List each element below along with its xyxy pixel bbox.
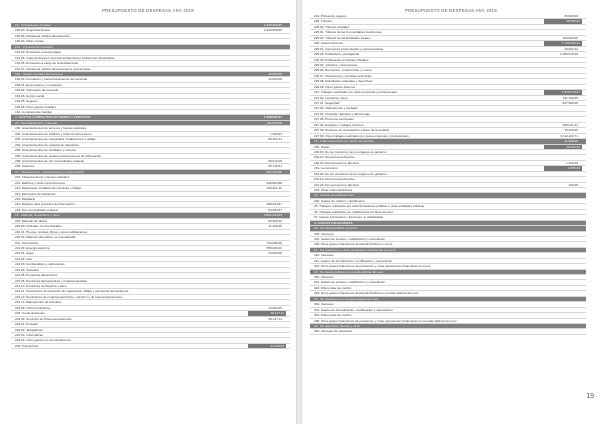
budget-row bbox=[310, 329, 586, 334]
budget-row-amount: 12.500,00 bbox=[544, 19, 582, 23]
budget-row-label: 227.01. Seguridad bbox=[314, 101, 340, 105]
budget-row-label: 22 · Material, suministros y otros bbox=[15, 213, 60, 218]
budget-row-label: 221.11. Suministros de repuestos de maquinaria, utillaje y elementos de transporte bbox=[15, 289, 129, 294]
budget-row-label: 203. Arrendamientos de maquinaria, instalaciones y utillaje bbox=[15, 137, 96, 142]
budget-row-amount: 12.069,95 bbox=[268, 305, 282, 310]
budget-row-label: 205. Arrendamientos de mobiliario y enseres bbox=[15, 148, 77, 153]
budget-row-label: 206. Arrendamientos de equipos para procesos de información bbox=[15, 153, 102, 158]
budget-row-label: 221.06. Productos farmacéuticos y material sanitario bbox=[15, 278, 88, 283]
page-title: PRESUPUESTO DE DESPESAS ANY 2019 bbox=[102, 8, 194, 13]
budget-row-label: 226.07. Oposiciones y pruebas selectivas bbox=[314, 73, 372, 78]
budget-row-amount: 1.399,94 bbox=[269, 131, 282, 136]
budget-row-label: 3. GASTOS FINANCIEROS bbox=[314, 220, 353, 225]
budget-row-label: 227.06. Estudios y trabajos técnicos bbox=[314, 122, 364, 127]
budget-row-amount: 2.349.969,55 bbox=[263, 28, 282, 33]
budget-row-label: 300. Intereses bbox=[314, 231, 334, 236]
budget-row-label: 30 · De deuda pública en euros bbox=[314, 226, 358, 231]
budget-row-amount: 45.147,11 bbox=[248, 311, 286, 315]
budget-row-label: 162.09. Otros gastos sociales bbox=[15, 104, 56, 109]
budget-row-label: 162 · Gastos sociales del personal bbox=[15, 71, 63, 76]
budget-row-label: 221.99. Otros suministros bbox=[15, 305, 51, 310]
budget-row-label: 331. Gastos de formalización, modificación y cancelación bbox=[314, 307, 393, 312]
budget-row-label: 226.08. Actividades culturales y deportivas bbox=[314, 79, 373, 84]
budget-row-label: 160.08. Asistencia médico-farmacéutica bbox=[15, 33, 70, 38]
budget-row-label: 226. Gastos diversos bbox=[314, 41, 344, 46]
budget-row-label: 222.03. Informáticas bbox=[15, 332, 44, 337]
budget-row-label: 226.03. Publicación en Diarios Oficiales bbox=[314, 57, 369, 62]
budget-row-label: 220.00. Ordinario no inventariable bbox=[15, 224, 62, 229]
budget-row-amount: 1.686.512,00 bbox=[559, 52, 578, 57]
budget-row-label: 220.02. Material informático no inventariable bbox=[15, 235, 76, 240]
budget-row-label: 221.01. Agua bbox=[15, 251, 34, 256]
left-page bbox=[0, 0, 296, 424]
budget-row-label: 319. Otros gastos financieros de préstamos y otras operaciones financieras en euros bbox=[314, 264, 431, 269]
budget-row-label: 310. Intereses bbox=[314, 253, 334, 258]
right-page bbox=[302, 0, 600, 424]
budget-row-amount: 1.326,25 bbox=[565, 160, 578, 165]
budget-row-label: 329. Otros gastos financieros de Deuda Pública en moneda distinta del euro bbox=[314, 291, 419, 296]
budget-row-label: 301. Gastos de emisión, modificación y cancelación bbox=[314, 236, 386, 241]
budget-row-label: 161.07. Asistencia médico-farmacéutica a pensionistas bbox=[15, 66, 91, 71]
budget-row-label: 339. Otros gastos financieros de préstamos y otras operaciones financieras en moneda distinta del euro bbox=[314, 318, 457, 323]
budget-row-amount: 23.000,00 bbox=[268, 251, 282, 256]
budget-row-label: 216. Equipos para procesos de información bbox=[15, 202, 75, 207]
budget-row-label: 230. Dietas bbox=[314, 144, 330, 149]
budget-row-label: 23 · Indemnizaciones por razón del servicio bbox=[314, 139, 374, 144]
budget-row-label: 226.06. Reuniones, conferencias y cursos bbox=[314, 68, 372, 73]
budget-row-amount: 10.426,21 bbox=[544, 145, 582, 149]
budget-row-label: 221. Suministros bbox=[15, 240, 39, 245]
budget-row-amount: 31.190,00 bbox=[268, 224, 282, 229]
budget-row-amount: 837.500,00 bbox=[562, 101, 578, 105]
budget-row-amount: 45.147,11 bbox=[268, 316, 282, 321]
budget-row-label: 160.09. Otras cuotas bbox=[15, 39, 44, 44]
budget-row-label: 226.04. Jurídicos, contenciosos bbox=[314, 62, 358, 67]
budget-row-label: 214. Elementos de transporte bbox=[15, 191, 56, 196]
budget-row-label: 231.20. Del personal no directivo bbox=[314, 182, 360, 187]
budget-row-label: 230.00. De los miembros de los órganos de gobierno bbox=[314, 149, 387, 154]
budget-row-label: 221.02. Gas bbox=[15, 256, 32, 261]
budget-row-amount: 14.148,99 bbox=[248, 344, 286, 348]
budget-row-label: 223. Transportes bbox=[15, 343, 39, 348]
budget-row-label: 322. Diferencias de cambio bbox=[314, 285, 352, 290]
budget-row-label: 225. Tributos bbox=[314, 19, 332, 24]
budget-row-label: 240. Gastos de edición y distribución bbox=[314, 198, 365, 203]
budget-row-label: 200. Arrendamientos de terrenos y bienes naturales bbox=[15, 126, 87, 131]
budget-row-label: 222.00. Servicios de Telecomunicaciones bbox=[15, 316, 72, 321]
budget-table bbox=[11, 23, 290, 349]
budget-row-label: 309. Otros gastos financieros de Deuda Pública en euros bbox=[314, 242, 393, 247]
budget-row-label: 225.00. Tributos estatales bbox=[314, 24, 350, 29]
budget-row-amount: 388.533,87 bbox=[266, 202, 282, 207]
budget-row-label: 33 · De préstamos en moneda distinta del euro bbox=[314, 296, 379, 301]
budget-row-label: 219. Otro inmovilizado material bbox=[15, 207, 58, 212]
page-number: 19 bbox=[586, 393, 594, 400]
budget-row-label: 204. Arrendamientos de material de transporte bbox=[15, 142, 79, 147]
budget-row-amount: 109.921,10 bbox=[266, 186, 282, 191]
budget-row-label: 231.10. Del personal directivo bbox=[314, 177, 355, 182]
budget-row-amount: 20.092,42 bbox=[564, 46, 578, 51]
budget-row-amount: 25.720,51 bbox=[268, 164, 282, 169]
budget-row-amount: 1.676.513,07 bbox=[544, 90, 582, 94]
budget-row-label: 25. Trabajos realizados por administraciones públicas y otras entidades públicas bbox=[314, 204, 425, 209]
budget-row-amount: 111.863,55 bbox=[266, 120, 282, 125]
budget-row-amount: 411.196,35 bbox=[562, 95, 578, 100]
budget-row-label: 221.04. Vestuario bbox=[15, 267, 40, 272]
budget-row-label: 161.03. Pensiones excepcionales bbox=[15, 50, 62, 55]
budget-row-amount: 359.231,41 bbox=[562, 122, 578, 127]
budget-row-label: 227.99. Otros trabajos realizados por otras empresas y profesionales bbox=[314, 133, 409, 138]
budget-row-label: 20 · Arrendamientos y cánones bbox=[15, 120, 58, 125]
budget-row-amount: 15.420,00 bbox=[564, 128, 578, 133]
budget-row-amount: 4.821.224,54 bbox=[263, 213, 282, 218]
budget-row-amount: 794.068,90 bbox=[266, 240, 282, 245]
budget-row-label: 233. Otras indemnizaciones bbox=[314, 188, 353, 192]
budget-row-label: 161.05. Pensiones a cargo de la Entidad local bbox=[15, 61, 78, 66]
budget-row-label: 330. Intereses bbox=[314, 302, 334, 307]
budget-row-label: 161 · Prestaciones sociales bbox=[15, 44, 53, 49]
budget-row-label: 2. GASTOS CORRIENTES EN BIENES Y SERVICIOS bbox=[15, 115, 91, 120]
budget-row-label: 202. Arrendamientos de edificios y otras construcciones bbox=[15, 131, 92, 136]
budget-row-label: 16 · Cotizaciones sociales bbox=[15, 23, 51, 27]
budget-row-label: 26. Trabajos realizados por instituciones sin fines de lucro bbox=[314, 209, 394, 214]
budget-row-label: 34 · De depósitos, fianzas y otros bbox=[314, 323, 360, 328]
budget-row-label: 221.10. Productos de limpieza y aseo bbox=[15, 284, 67, 288]
budget-row-label: 227.00. Limpieza y aseo bbox=[314, 95, 348, 100]
budget-row-amount: 100.000,00 bbox=[562, 35, 578, 40]
budget-row-label: 222.01. Postales bbox=[15, 322, 39, 327]
budget-row-label: 212. Edificios y otras construcciones bbox=[15, 180, 66, 185]
budget-row-label: 231. Locomoción bbox=[314, 166, 338, 171]
budget-row-amount: 12.000,00 bbox=[268, 71, 282, 76]
budget-row-amount: 80.431,61 bbox=[268, 137, 282, 142]
budget-row-label: 221.13. Manutención de animales bbox=[15, 300, 62, 305]
budget-row-label: 162.02. Transporte de personal bbox=[15, 88, 58, 93]
budget-row-amount: 954.243,00 bbox=[266, 169, 282, 174]
budget-row-label: 31 · De préstamos y otras operaciones financieras en euros bbox=[314, 247, 397, 252]
budget-row-label: 224. Primas de seguros bbox=[314, 14, 347, 18]
budget-row-label: 226.01. Atenciones protocolarias y representativas bbox=[314, 46, 384, 51]
budget-row-label: 161.04. Indemnizaciones al personal laboral por jubilaciones anticipadas bbox=[15, 55, 115, 60]
budget-row bbox=[11, 344, 290, 349]
budget-row-label: 320. Intereses bbox=[314, 275, 334, 279]
budget-row-label: 227.02. Valoraciones y peritajes bbox=[314, 106, 358, 111]
budget-row-label: 209. Cánones bbox=[15, 164, 35, 169]
budget-row-label: 162.05. Seguros bbox=[15, 99, 38, 104]
budget-row-label: 227. Trabajos realizados por otras empresas y profesionales bbox=[314, 90, 397, 95]
budget-row-label: 311. Gastos de formalización, modificación y cancelación bbox=[314, 258, 393, 263]
budget-row-label: 226.02. Publicidad y propaganda bbox=[314, 52, 360, 57]
budget-row-amount: 55.512,05 bbox=[268, 158, 282, 163]
budget-row-label: 225.01. Tributos de las Comunidades Autónomas bbox=[314, 30, 382, 35]
budget-row-amount: 7.458.947,61 bbox=[263, 115, 282, 120]
budget-row-label: 215. Mobiliario bbox=[15, 197, 36, 201]
budget-row-label: 21 · Reparaciones, mantenimiento y conservación bbox=[15, 169, 84, 174]
budget-row-amount: 11.926,00 bbox=[564, 139, 578, 144]
budget-row-label: 221.12. Suministros de material electrónico, eléctrico y de telecomunicaciones bbox=[15, 294, 123, 299]
budget-row-amount: 555.000,00 bbox=[266, 245, 282, 250]
budget-row-label: 225.02. Tributos de las Entidades locales bbox=[314, 35, 371, 40]
budget-row-label: 231.00. De los miembros de los órganos de gobierno bbox=[314, 171, 387, 176]
budget-row-amount: 12.000,00 bbox=[268, 77, 282, 82]
budget-row-label: 160.00. Seguridad Social bbox=[15, 28, 50, 33]
budget-row-label: 332. Diferencias de cambio bbox=[314, 313, 352, 318]
budget-row-label: 210. Infraestructuras y bienes naturales bbox=[15, 175, 70, 180]
budget-row-label: 221.03. Combustibles y carburantes bbox=[15, 262, 65, 267]
budget-row-amount: 1.500,00 bbox=[544, 166, 582, 170]
budget-row-label: 227.08. Servicios de recaudación a favor de la entidad bbox=[314, 128, 389, 133]
budget-row-label: 220.01. Prensa, revistas, libros y otras publicaciones bbox=[15, 229, 88, 234]
budget-row-label: 208. Arrendamientos de otro inmovilizado material bbox=[15, 158, 84, 163]
budget-row-label: 164. Complemento familiar bbox=[15, 110, 52, 114]
budget-row-label: 222. Comunicaciones bbox=[15, 311, 45, 316]
budget-table bbox=[310, 14, 586, 335]
budget-row-label: 213. Maquinaria, instalaciones técnicas y utillaje bbox=[15, 186, 82, 191]
budget-row-label: 226.99. Otros gastos diversos bbox=[314, 84, 356, 89]
budget-row-label: 32 · De deuda pública en moneda distinta del euro bbox=[314, 269, 384, 274]
budget-row-amount: 52.090,20 bbox=[268, 218, 282, 223]
budget-row-label: 27. Gastos imprevistos y funciones no clasificadas bbox=[314, 215, 384, 220]
budget-row-label: 162.00. Formación y perfeccionamiento del personal bbox=[15, 77, 88, 82]
budget-row-label: 221.00. Energía eléctrica bbox=[15, 245, 50, 250]
budget-row-amount: 3.112.420,71 bbox=[560, 133, 578, 138]
budget-row-label: 162.01. Economatos y comedores bbox=[15, 82, 62, 87]
budget-row-amount: 54.904,57 bbox=[268, 207, 282, 212]
budget-row-label: 230.20. Del personal no directivo bbox=[314, 160, 360, 165]
budget-row-label: 340. Intereses de depósitos bbox=[314, 329, 353, 334]
budget-row-amount: 346.804,88 bbox=[266, 180, 282, 185]
budget-row-label: 222.02. Telegráficas bbox=[15, 327, 43, 332]
page-title: PRESUPUESTO DE DESPESAS ANY 2019 bbox=[405, 8, 497, 13]
budget-row-label: 227.05. Procesos electorales bbox=[314, 117, 354, 122]
budget-row-label: 24 · Gastos de publicaciones bbox=[314, 193, 354, 198]
budget-row-amount: 100,00 bbox=[568, 182, 578, 187]
budget-row-label: 162.04. Acción social bbox=[15, 93, 45, 98]
budget-row-label: 230.10. Del personal directivo bbox=[314, 155, 355, 160]
budget-row-label: 222.99. Otros gastos en comunicaciones bbox=[15, 338, 72, 343]
budget-row-label: 221.05. Productos alimenticios bbox=[15, 273, 58, 278]
budget-row-amount: 2.349.969,55 bbox=[263, 23, 282, 27]
budget-row-amount: 45.000,00 bbox=[564, 14, 578, 18]
budget-row-label: 227.04. Custodia, depósito y almacenaje bbox=[314, 111, 370, 116]
budget-row-amount: 1.726.993,21 bbox=[544, 41, 582, 45]
budget-row-label: 220. Material de oficina bbox=[15, 218, 47, 223]
budget-row-label: 321. Gastos de emisión, modificación y cancelación bbox=[314, 280, 386, 285]
